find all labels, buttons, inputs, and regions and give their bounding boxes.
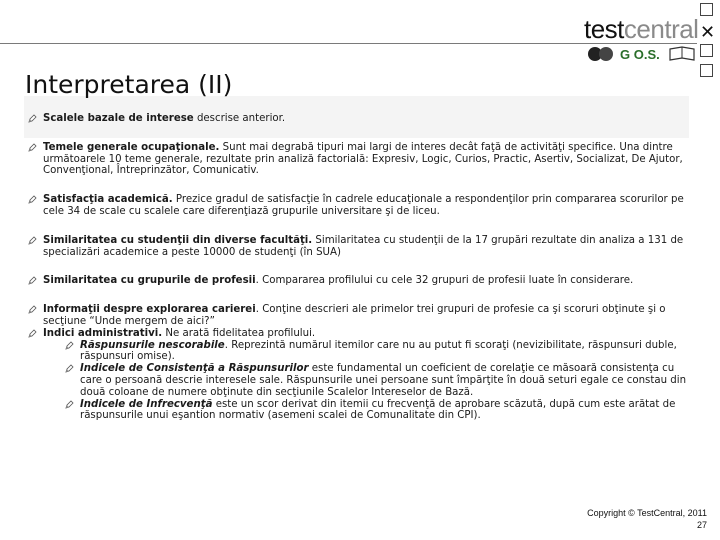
footer — [587, 507, 707, 531]
bullet-lead: Satisfacţia academică. — [43, 194, 173, 206]
close-icon[interactable]: ✕ — [700, 22, 716, 43]
pencil-icon — [64, 400, 74, 410]
bullet-text: Ne arată fidelitatea profilului. — [162, 327, 316, 339]
bullet-lead: Similaritatea cu studenţii din diverse facultăţi. — [43, 234, 313, 246]
partner-logos — [586, 44, 696, 66]
square-decoration — [700, 3, 713, 16]
sub-bullet-lead: Indicele de Consistenţă a Răspunsurilor — [80, 363, 309, 375]
slide-title: Interpretarea (II) — [25, 70, 233, 99]
bullet-lead: Scalele bazale de interese — [43, 113, 194, 124]
sub-bullet-text: este fundamental un coeficient de corelaţie ce măsoară consistenţa cu care o persoană descrie interesele sale. Răspunsurile unei persoane sunt împărţite în două seturi egale ce constau din două coloane de numere obţinute din secţiunile Scalelor Intereselor de Bază. — [80, 363, 687, 398]
list-item — [25, 142, 697, 177]
sub-bullet-lead: Indicele de Infrecvenţă — [80, 398, 213, 410]
pencil-icon — [27, 276, 37, 286]
bullet-text: Sunt mai degrabă tipuri mai largi de interes decât faţă de activităţi specifice. Una dintre următoarele 10 teme generale, rezultate prin analiză factorială: Expresiv, Logic, Curios, Practic, Asertiv, Socializat, De Ajutor, Convenţional, Întreprinzător, Comunicativ. — [43, 141, 683, 177]
bullet-text: . Conţine descrieri ale primelor trei grupuri de profesie ca şi scoruri obţinute şi o secţiune “Unde mergem de aici?” — [43, 304, 666, 327]
brand-logo — [582, 14, 700, 68]
list-item — [25, 304, 697, 328]
pencil-icon — [27, 236, 37, 246]
list-item — [25, 275, 697, 287]
list-item — [25, 328, 697, 340]
sub-list-item — [62, 399, 697, 423]
pencil-icon — [27, 143, 37, 153]
bullet-lead: Indici administrativi. — [43, 327, 163, 339]
list-item — [25, 235, 697, 259]
sub-list-item — [62, 363, 697, 398]
bullet-lead: Temele generale ocupaţionale. — [43, 141, 220, 153]
copyright-text: Copyright © TestCentral, 2011 — [587, 508, 707, 518]
page-number: 27 — [696, 520, 707, 530]
pencil-icon — [27, 329, 37, 339]
pencil-icon — [27, 305, 37, 315]
pencil-icon — [27, 195, 37, 205]
list-item — [25, 194, 697, 218]
bullet-text: . Compararea profilului cu cele 32 grupuri de profesii luate în considerare. — [255, 275, 634, 287]
sub-bullet-text: . Reprezintă numărul itemilor care nu au putut fi scoraţi (nevizibilitate, răspunsuri duble, răspunsuri omise). — [80, 339, 677, 363]
bullet-lead: Similaritatea cu grupurile de profesii — [43, 275, 256, 287]
bullet-text: Similaritatea cu studenţii de la 17 grupări rezultate din analiza a 131 de specializări academice a peste 10000 de studenţi (în SUA) — [43, 234, 684, 258]
bullet-text: Prezice gradul de satisfacţie în cadrele educaţionale a respondenţilor prin compararea scorurilor pe cele 34 de scale cu scalele care diferenţiază grupurile universitare şi de liceu. — [43, 194, 684, 217]
pencil-icon — [64, 364, 74, 374]
svg-text:G O.S.: G O.S. — [620, 47, 660, 62]
bullet-lead: Informaţii despre explorarea carierei — [43, 304, 256, 316]
square-decoration — [700, 64, 713, 77]
pencil-icon — [64, 341, 74, 351]
logo-text: testcentral — [584, 14, 699, 44]
sub-bullet-text: este un scor derivat din itemii cu frecvenţă de aprobare scăzută, după cum este arătat de răspunsurile unui eşantion normativ (asemeni scalei de Comunalitate din CPI). — [80, 398, 676, 422]
sub-bullet-lead: Răspunsurile nescorabile — [80, 339, 225, 351]
content — [25, 113, 697, 422]
sub-list-item — [62, 340, 697, 364]
bullet-text: descrise anterior. — [193, 113, 286, 124]
square-decoration — [700, 44, 713, 57]
pencil-icon — [27, 114, 37, 124]
list-item — [25, 113, 697, 125]
